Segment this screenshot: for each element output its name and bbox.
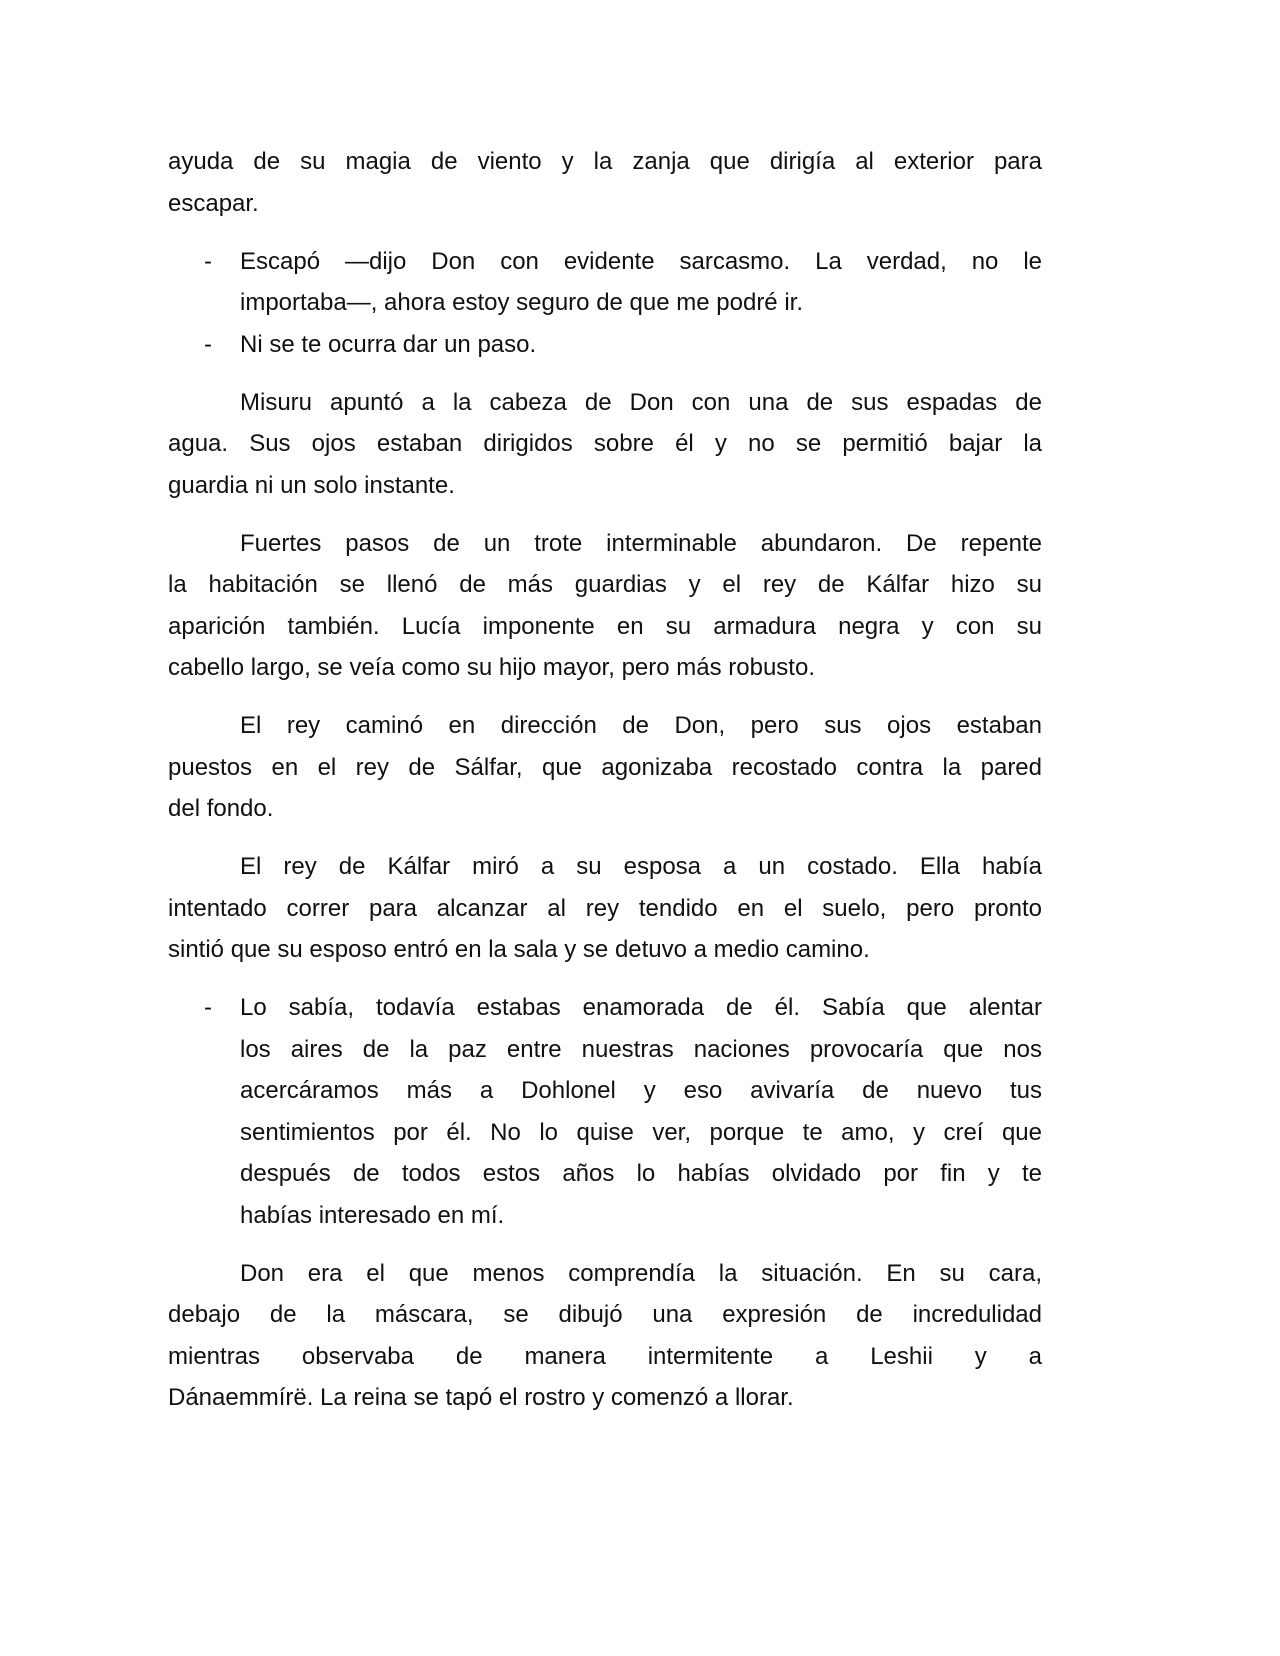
text-line: ayuda de su magia de viento y la zanja que dirigía al exterior para <box>168 148 1042 175</box>
paragraph <box>168 846 1042 971</box>
text-line: los aires de la paz entre nuestras naciones provocaría que nos <box>240 1035 1042 1063</box>
text-line: El rey caminó en dirección de Don, pero sus ojos estaban <box>240 712 1042 739</box>
paragraph <box>168 1253 1042 1419</box>
dialogue-item <box>168 987 1042 1236</box>
text-line: Fuertes pasos de un trote interminable abundaron. De repente <box>240 529 1042 557</box>
dialogue-item <box>168 324 1042 366</box>
text-line: guardia ni un solo instante. <box>168 471 455 499</box>
text-line: la habitación se llenó de más guardias y el rey de Kálfar hizo su <box>168 571 1042 598</box>
text-line: importaba—, ahora estoy seguro de que me podré ir. <box>240 289 803 316</box>
text-line: habías interesado en mí. <box>240 1201 505 1229</box>
text-line: debajo de la máscara, se dibujó una expresión de incredulidad <box>168 1301 1042 1328</box>
dash-marker: - <box>204 330 212 358</box>
text-line: mientras observaba de manera intermitente a Leshii y a <box>168 1342 1042 1370</box>
text-line: acercáramos más a Dohlonel y eso avivaría de nuevo tus <box>240 1077 1042 1104</box>
text-line: Don era el que menos comprendía la situación. En su cara, <box>240 1259 1042 1287</box>
dialogue-item <box>168 241 1042 324</box>
text-line: El rey de Kálfar miró a su esposa a un costado. Ella había <box>240 853 1042 880</box>
text-line: Lo sabía, todavía estabas enamorada de él. Sabía que alentar <box>240 994 1042 1021</box>
paragraph <box>168 523 1042 689</box>
text-line: Misuru apuntó a la cabeza de Don con una de sus espadas de <box>240 388 1042 416</box>
paragraph <box>168 141 1042 224</box>
text-line: después de todos estos años lo habías olvidado por fin y te <box>240 1160 1042 1187</box>
text-line: escapar. <box>168 189 259 217</box>
text-line: Dánaemmírë. La reina se tapó el rostro y comenzó a llorar. <box>168 1384 794 1411</box>
text-line: intentado correr para alcanzar al rey tendido en el suelo, pero pronto <box>168 894 1042 922</box>
paragraph <box>168 705 1042 830</box>
text-line: del fondo. <box>168 795 274 822</box>
paragraph <box>168 382 1042 507</box>
text-line: sintió que su esposo entró en la sala y se detuvo a medio camino. <box>168 936 870 963</box>
text-line: Ni se te ocurra dar un paso. <box>240 330 537 358</box>
dash-marker: - <box>204 247 212 275</box>
text-line: Escapó —dijo Don con evidente sarcasmo. La verdad, no le <box>240 247 1042 275</box>
text-line: cabello largo, se veía como su hijo mayor, pero más robusto. <box>168 654 815 681</box>
text-line: aparición también. Lucía imponente en su armadura negra y con su <box>168 612 1042 640</box>
text-line: sentimientos por él. No lo quise ver, porque te amo, y creí que <box>240 1118 1042 1146</box>
text-line: puestos en el rey de Sálfar, que agonizaba recostado contra la pared <box>168 753 1042 781</box>
text-line: agua. Sus ojos estaban dirigidos sobre él y no se permitió bajar la <box>168 430 1042 457</box>
dash-marker: - <box>204 994 212 1021</box>
document-page <box>168 141 1042 1435</box>
